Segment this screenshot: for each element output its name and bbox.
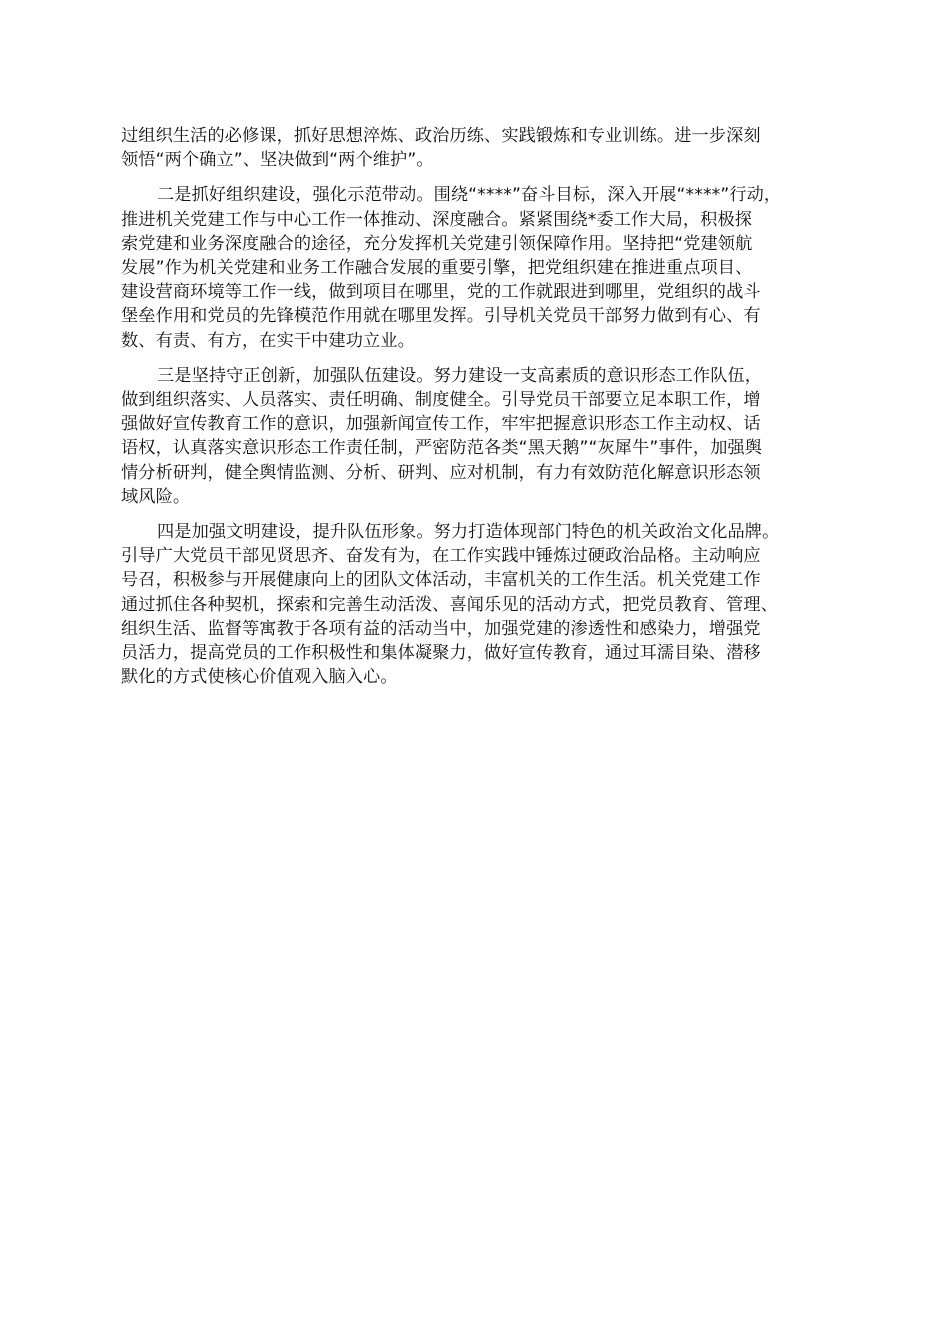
text-line: 建设营商环境等工作一线，做到项目在哪里，党的工作就跟进到哪里，党组织的战斗 bbox=[121, 282, 761, 303]
text-line: 数、有责、有方，在实干中建功立业。 bbox=[121, 330, 415, 351]
text-line: 二是抓好组织建设，强化示范带动。围绕“****”奋斗目标，深入开展“****”行动， bbox=[157, 185, 782, 206]
text-line: 四是加强文明建设，提升队伍形象。努力打造体现部门特色的机关政治文化品牌。 bbox=[157, 522, 780, 543]
paragraph-team-building bbox=[121, 364, 845, 509]
text-line: 号召，积极参与开展健康向上的团队文体活动，丰富机关的工作生活。机关党建工作 bbox=[121, 570, 761, 591]
text-line: 情分析研判，健全舆情监测、分析、研判、应对机制，有力有效防范化解意识形态领 bbox=[121, 462, 761, 483]
text-line: 过组织生活的必修课，抓好思想淬炼、政治历练、实践锻炼和专业训练。进一步深刻 bbox=[121, 126, 761, 146]
text-line: 发展”作为机关党建和业务工作融合发展的重要引擎，把党组织建在推进重点项目、 bbox=[121, 258, 753, 279]
text-line: 领悟“两个确立”、坚决做到“两个维护”。 bbox=[121, 150, 434, 171]
document-page bbox=[121, 124, 845, 700]
paragraph-organization-building bbox=[121, 183, 845, 352]
text-line: 组织生活、监督等寓教于各项有益的活动当中，加强党建的渗透性和感染力，增强党 bbox=[121, 618, 761, 639]
text-line: 员活力，提高党员的工作积极性和集体凝聚力，做好宣传教育，通过耳濡目染、潜移 bbox=[121, 643, 761, 664]
text-line: 引导广大党员干部见贤思齐、奋发有为，在工作实践中锤炼过硬政治品格。主动响应 bbox=[121, 546, 761, 567]
text-line: 默化的方式使核心价值观入脑入心。 bbox=[121, 667, 398, 688]
text-line: 做到组织落实、人员落实、责任明确、制度健全。引导党员干部要立足本职工作，增 bbox=[121, 390, 761, 411]
text-line: 推进机关党建工作与中心工作一体推动、深度融合。紧紧围绕*委工作大局，积极探 bbox=[121, 209, 753, 230]
text-line: 强做好宣传教育工作的意识，加强新闻宣传工作，牢牢把握意识形态工作主动权、话 bbox=[121, 414, 761, 435]
text-line: 三是坚持守正创新，加强队伍建设。努力建设一支高素质的意识形态工作队伍， bbox=[157, 365, 763, 386]
text-line: 索党建和业务深度融合的途径，充分发挥机关党建引领保障作用。坚持把“党建领航 bbox=[121, 233, 753, 254]
text-line: 通过抓住各种契机，探索和完善生动活泼、喜闻乐见的活动方式，把党员教育、管理、 bbox=[121, 594, 778, 615]
text-line: 域风险。 bbox=[121, 486, 191, 507]
paragraph-continuation bbox=[121, 124, 845, 172]
text-line: 堡垒作用和党员的先锋模范作用就在哪里发挥。引导机关党员干部努力做到有心、有 bbox=[121, 306, 761, 327]
text-line: 语权，认真落实意识形态工作责任制，严密防范各类“黑天鹅”“灰犀牛”事件，加强舆 bbox=[121, 438, 763, 459]
paragraph-civilization-building bbox=[121, 520, 845, 689]
